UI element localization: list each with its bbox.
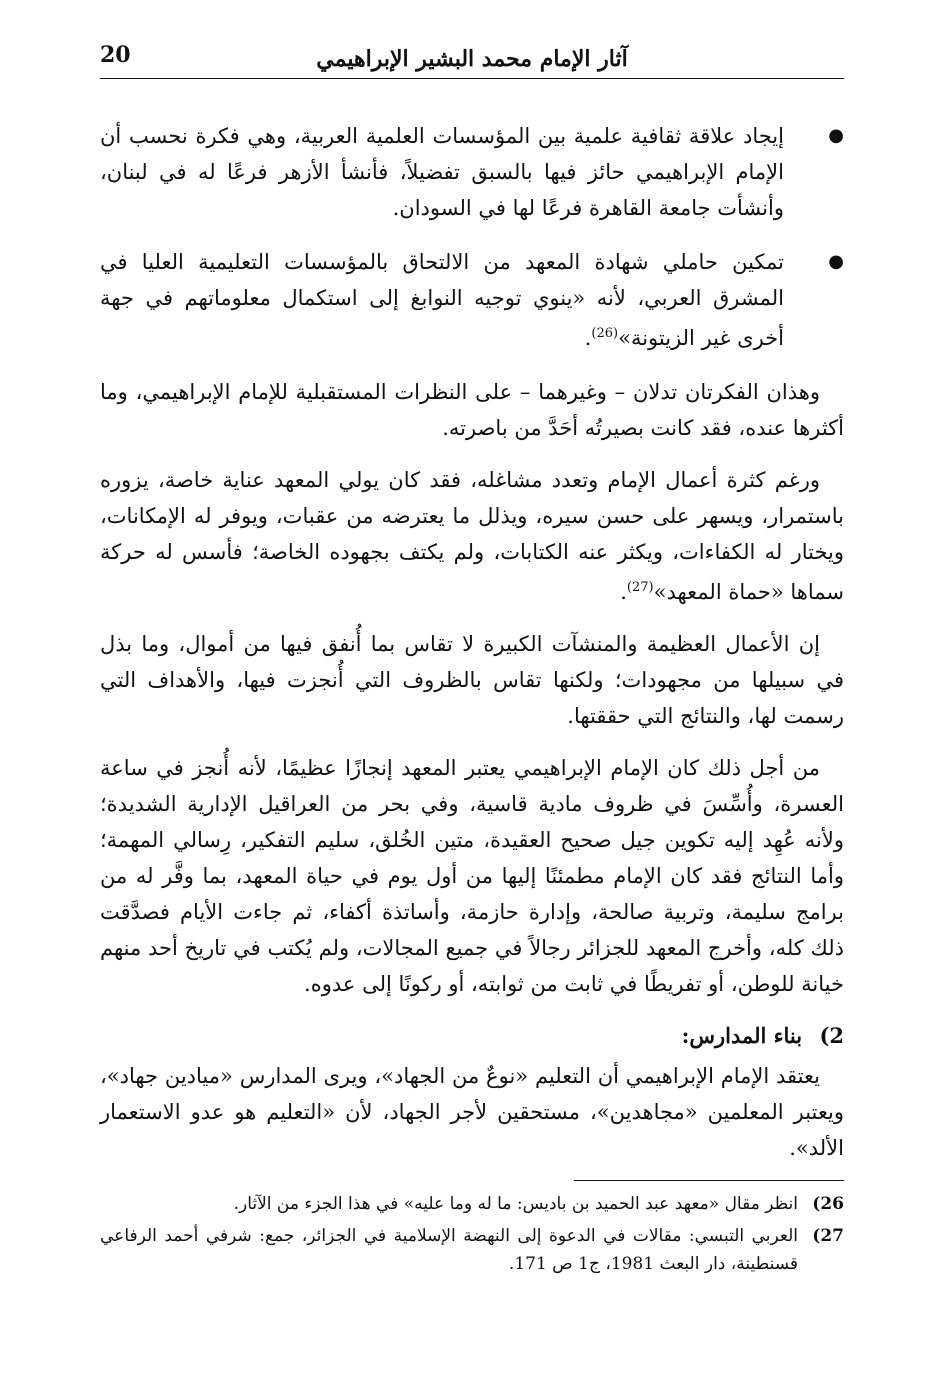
bullet-end: . (584, 326, 592, 350)
bullet-text: تمكين حاملي شهادة المعهد من الالتحاق بالمؤسسات التعليمية العليا في المشرق العربي، لأنه «ينوي توجيه النوابغ إلى استكمال معلوماتهم في جهة أخرى غير الزيتونة» (100, 250, 784, 350)
footnote-text: العربي التبسي: مقالات في الدعوة إلى النهضة الإسلامية في الجزائر، جمع: شرفي أحمد الرفاعي قسنطينة، دار البعث 1981، ج1 ص 171. (100, 1226, 798, 1274)
bullet-item (100, 118, 844, 226)
paragraph-end: . (620, 580, 627, 604)
footnote-text: انظر مقال «معهد عبد الحميد بن باديس: ما له وما عليه» في هذا الجزء من الآثار. (233, 1194, 798, 1214)
section-title: بناء المدارس: (681, 1023, 803, 1048)
bullet-icon: ● (828, 125, 844, 146)
footnote-rule (574, 1180, 844, 1181)
footnote (100, 1222, 844, 1278)
bullet-icon: ● (828, 251, 844, 272)
footnote-number: 27) (812, 1226, 844, 1246)
paragraph (100, 462, 844, 610)
paragraph-text: ورغم كثرة أعمال الإمام وتعدد مشاغله، فقد كان يولي المعهد عناية خاصة، يزوره باستمرار، ويسهر على حسن سيره، ويذلل ما يعترضه من عقبات، ويوفر له الإمكانات، ويختار له الكفاءات، ويكثر عنه الكتابات، ولم يكتف بجهوده الخاصة؛ فأسس له حركة سماها «حماة المعهد» (100, 468, 844, 604)
bullet-item (100, 244, 844, 356)
section-paragraph: يعتقد الإمام الإبراهيمي أن التعليم «نوعٌ من الجهاد»، ويرى المدارس «ميادين جهاد»، ويعتبر المعلمين «مجاهدين»، مستحقين لأجر الجهاد، لأن «التعليم هو عدو الاستعمار الألد». (100, 1064, 844, 1160)
bullet-text: إيجاد علاقة ثقافية علمية بين المؤسسات العلمية العربية، وهي فكرة نحسب أن الإمام الإبراهيمي حائز فيها بالسبق تفضيلاً، فأنشأ الأزهر فرعًا له في لبنان، وأنشأت جامعة القاهرة فرعًا لها في السودان. (100, 124, 784, 220)
section-number: 2) (819, 1023, 844, 1048)
paragraph: إن الأعمال العظيمة والمنشآت الكبيرة لا تقاس بما أُنفق فيها من أموال، وما بذل في سبيلها من مجهودات؛ ولكنها تقاس بالظروف التي أُنجزت فيها، والأهداف التي رسمت لها، والنتائج التي حققتها. (100, 632, 844, 728)
footnote-number: 26) (812, 1194, 844, 1214)
header-rule (100, 78, 844, 79)
footnote-ref[interactable]: (26) (591, 326, 619, 341)
section-heading (100, 1018, 844, 1054)
footnote (100, 1190, 844, 1218)
footnotes (100, 1190, 844, 1282)
paragraph: وهذان الفكرتان تدلان – وغيرهما – على النظرات المستقبلية للإمام الإبراهيمي، وما أكثرها عنده، فقد كانت بصيرتُه أحَدَّ من باصرته. (100, 380, 844, 440)
page-body (100, 118, 844, 1182)
page-number: 20 (100, 42, 131, 68)
page-header (100, 38, 844, 78)
running-title: آثار الإمام محمد البشير الإبراهيمي (316, 46, 628, 72)
footnote-ref[interactable]: (27) (626, 580, 654, 595)
paragraph: من أجل ذلك كان الإمام الإبراهيمي يعتبر المعهد إنجازًا عظيمًا، لأنه أُنجز في ساعة العسرة، وأُسِّسَ في ظروف مادية قاسية، وفي بحر من العراقيل الإدارية الشديدة؛ ولأنه عُهِد إليه تكوين جيل صحيح العقيدة، متين الخُلق، سليم التفكير، رِسالي المهمة؛ وأما النتائج فقد كان الإمام مطمئنًا إليها من أول يوم في حياة المعهد، بما وفَّر له من برامج سليمة، وتربية صالحة، وإدارة حازمة، وأساتذة أكفاء، ثم جاءت الأيام فصدَّقت ذلك كله، وأخرج المعهد للجزائر رجالاً في جميع المجالات، ولم يُكتب في تاريخ أحد منهم خيانة للوطن، أو تفريطًا في ثابت من ثوابته، أو ركونًا إلى عدوه. (100, 756, 844, 996)
